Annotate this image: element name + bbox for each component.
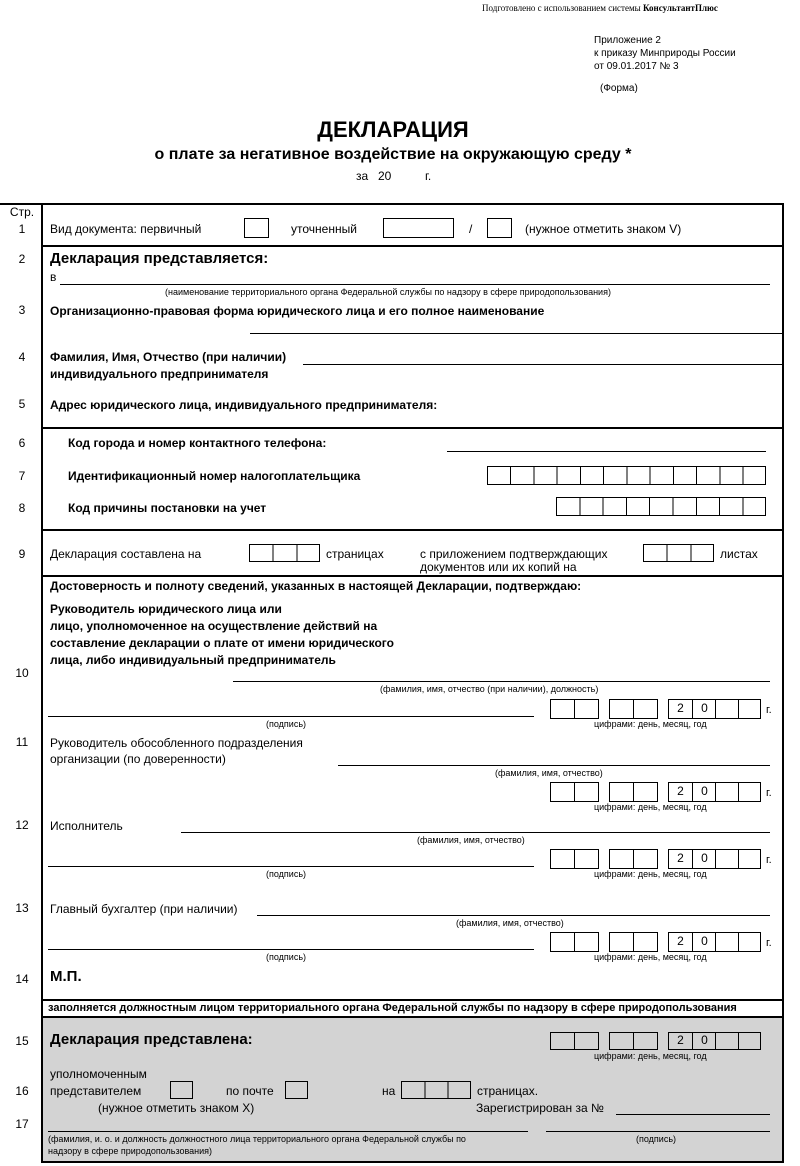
submitted-to-prefix: в (50, 270, 57, 284)
representative-label-2: представителем (50, 1084, 142, 1098)
registration-number-field[interactable] (616, 1114, 770, 1115)
executor-date-year-suffix: г. (766, 854, 772, 866)
official-name-caption-1: (фамилия, и. о. и должность должностного лица территориального органа Федеральной службы по (48, 1134, 466, 1144)
attachment-label-1: с приложением подтверждающих (420, 547, 608, 561)
executor-label: Исполнитель (50, 819, 123, 833)
head-date-day[interactable] (550, 699, 599, 719)
row-number-10: 10 (15, 666, 29, 680)
appendix-line-3: от 09.01.2017 № 3 (594, 61, 679, 72)
submitted-pages-field[interactable] (401, 1081, 471, 1099)
row-number-16: 16 (15, 1084, 29, 1098)
representative-label-1: уполномоченным (50, 1067, 147, 1081)
executor-signature-caption: (подпись) (266, 869, 307, 879)
official-name-caption-2: надзору в сфере природопользования) (48, 1146, 213, 1156)
row-number-5: 5 (18, 397, 26, 411)
row-number-3: 3 (18, 303, 26, 317)
frame-left (41, 203, 43, 1163)
frame-right (782, 203, 784, 1163)
executor-date-caption: цифрами: день, месяц, год (594, 869, 707, 879)
accountant-name-field[interactable] (257, 915, 770, 916)
entrepreneur-name-label-1: Фамилия, Имя, Отчество (при наличии) (50, 350, 287, 364)
submitted-date-day[interactable] (550, 1032, 599, 1050)
row-number-4: 4 (18, 350, 26, 364)
divider-6 (41, 1016, 784, 1018)
branch-date-day[interactable] (550, 782, 599, 802)
org-name-field[interactable] (250, 333, 782, 334)
slash-label: / (469, 222, 473, 236)
sheets-word: листах (720, 547, 758, 561)
head-date-month[interactable] (609, 699, 658, 719)
submitted-date-month[interactable] (609, 1032, 658, 1050)
year-digit-0: 0 (701, 851, 708, 865)
head-label-3: составление декларации о плате от имени юридического (50, 636, 394, 650)
head-label-1: Руководитель юридического лица или (50, 602, 282, 616)
year-prefix: за (356, 169, 369, 183)
executor-date-day[interactable] (550, 849, 599, 869)
pages-suffix: страницах. (477, 1084, 539, 1098)
authority-name-caption: (наименование территориального органа Федеральной службы по надзору в сфере природопользования) (165, 287, 611, 297)
row-number-1: 1 (18, 222, 26, 236)
mark-hint-v: (нужное отметить знаком V) (525, 222, 682, 236)
accountant-label: Главный бухгалтер (при наличии) (50, 902, 238, 916)
year-digit-0: 0 (701, 1033, 708, 1047)
year-digit-2: 2 (677, 851, 684, 865)
entrepreneur-name-label-2: индивидуального предпринимателя (50, 367, 269, 381)
representative-checkbox[interactable] (170, 1081, 193, 1099)
accountant-name-caption: (фамилия, имя, отчество) (456, 918, 564, 928)
divider-5 (41, 999, 784, 1001)
by-mail-label: по почте (226, 1084, 274, 1098)
mark-hint-x: (нужное отметить знаком X) (98, 1101, 255, 1115)
row-number-13: 13 (15, 901, 29, 915)
branch-date-year-suffix: г. (766, 787, 772, 799)
pages-count-label: Декларация составлена на (50, 547, 202, 561)
accountant-signature-field[interactable] (48, 949, 534, 950)
registered-label: Зарегистрирован за № (476, 1101, 604, 1115)
row-number-15: 15 (15, 1034, 29, 1048)
submitted-pages-dividers (402, 1082, 470, 1098)
authority-name-field[interactable] (60, 284, 770, 285)
row-number-8: 8 (18, 501, 26, 515)
official-band-label: заполняется должностным лицом территориального органа Федеральной службы по надзору в сфере природопользования (48, 1002, 737, 1014)
appendix-line-1: Приложение 2 (594, 35, 661, 46)
head-date-caption: цифрами: день, месяц, год (594, 719, 707, 729)
divider-3 (41, 529, 784, 531)
kpp-field[interactable] (556, 497, 766, 516)
branch-head-label-1: Руководитель обособленного подразделения (50, 736, 303, 750)
kpp-cell-dividers (557, 498, 765, 515)
branch-head-label-2: организации (по доверенности) (50, 752, 226, 766)
official-signature-field[interactable] (546, 1131, 770, 1132)
row-number-11: 11 (15, 735, 29, 749)
row-number-14: 14 (15, 972, 29, 986)
phone-field[interactable] (447, 451, 766, 452)
divider-2 (41, 427, 784, 429)
sheets-count-field[interactable] (643, 544, 714, 562)
official-signature-caption: (подпись) (636, 1134, 677, 1144)
row-number-9: 9 (18, 547, 26, 561)
accountant-date-month[interactable] (609, 932, 658, 952)
row-number-2: 2 (18, 252, 26, 266)
correction-number-box[interactable] (487, 218, 512, 238)
row-number-6: 6 (18, 436, 26, 450)
phone-label: Код города и номер контактного телефона: (68, 436, 327, 450)
submitted-to-label: Декларация представляется: (50, 250, 269, 267)
pages-word: страницах (326, 547, 384, 561)
head-signature-caption: (подпись) (266, 719, 307, 729)
divider-4 (41, 575, 784, 577)
row-number-12: 12 (15, 818, 29, 832)
pages-cell-dividers (250, 545, 319, 561)
corrected-label: уточненный (291, 222, 357, 236)
head-name-field[interactable] (233, 681, 770, 682)
divider-1 (41, 245, 784, 247)
inn-cell-dividers (488, 467, 765, 484)
frame-top (0, 203, 784, 205)
executor-name-field[interactable] (181, 832, 770, 833)
attachment-label-2: документов или их копий на (420, 560, 577, 574)
head-date-year-suffix: г. (766, 704, 772, 716)
address-label: Адрес юридического лица, индивидуального предпринимателя: (50, 398, 438, 412)
by-mail-checkbox[interactable] (285, 1081, 308, 1099)
pages-count-field[interactable] (249, 544, 320, 562)
year-digit-0: 0 (701, 934, 708, 948)
row-number-7: 7 (18, 469, 26, 483)
executor-name-caption: (фамилия, имя, отчество) (417, 835, 525, 845)
year-value: 20 (378, 169, 392, 183)
year-digit-0: 0 (701, 701, 708, 715)
branch-date-year[interactable] (668, 782, 761, 802)
head-date-year[interactable] (668, 699, 761, 719)
head-name-caption: (фамилия, имя, отчество (при наличии), должность) (380, 684, 599, 694)
branch-head-name-caption: (фамилия, имя, отчество) (495, 768, 603, 778)
brand-name: КонсультантПлюс (642, 3, 718, 13)
entrepreneur-name-field[interactable] (303, 364, 782, 365)
page-col-header: Стр. (9, 205, 35, 219)
doc-type-label: Вид документа: первичный (50, 222, 202, 236)
submitted-date-year[interactable] (668, 1032, 761, 1050)
prepared-notice: Подготовлено с использованием системы КонсультантПлюс (482, 3, 718, 13)
inn-field[interactable] (487, 466, 766, 485)
row-number-17: 17 (15, 1117, 29, 1131)
branch-head-name-field[interactable] (338, 765, 770, 766)
year-digit-2: 2 (677, 701, 684, 715)
on-pages-label: на (382, 1084, 396, 1098)
primary-checkbox[interactable] (244, 218, 269, 238)
year-digit-2: 2 (677, 1033, 684, 1047)
head-label-2: лицо, уполномоченное на осуществление действий на (50, 619, 378, 633)
head-label-4: лица, либо индивидуальный предприниматель (50, 653, 336, 667)
org-form-label: Организационно-правовая форма юридического лица и его полное наименование (50, 304, 545, 318)
document-subtitle: о плате за негативное воздействие на окружающую среду * (154, 146, 632, 163)
submitted-date-caption: цифрами: день, месяц, год (594, 1051, 707, 1061)
confirmation-statement: Достоверность и полноту сведений, указанных в настоящей Декларации, подтверждаю: (50, 579, 582, 593)
executor-date-year[interactable] (668, 849, 761, 869)
frame-bottom (41, 1161, 784, 1163)
official-name-field[interactable] (48, 1131, 528, 1132)
head-signature-field[interactable] (48, 716, 534, 717)
executor-date-month[interactable] (609, 849, 658, 869)
year-suffix: г. (425, 169, 432, 183)
form-label: (Форма) (600, 83, 638, 94)
document-title: ДЕКЛАРАЦИЯ (317, 117, 469, 142)
accountant-date-day[interactable] (550, 932, 599, 952)
stamp-place-label: М.П. (50, 968, 82, 985)
accountant-signature-caption: (подпись) (266, 952, 307, 962)
kpp-label: Код причины постановки на учет (68, 501, 267, 515)
accountant-date-year[interactable] (668, 932, 761, 952)
branch-date-month[interactable] (609, 782, 658, 802)
appendix-line-2: к приказу Минприроды России (594, 48, 736, 59)
branch-date-caption: цифрами: день, месяц, год (594, 802, 707, 812)
executor-signature-field[interactable] (48, 866, 534, 867)
inn-label: Идентификационный номер налогоплательщика (68, 469, 361, 483)
year-digit-0: 0 (701, 784, 708, 798)
accountant-date-year-suffix: г. (766, 937, 772, 949)
submitted-label: Декларация представлена: (50, 1031, 253, 1048)
year-digit-2: 2 (677, 784, 684, 798)
year-digit-2: 2 (677, 934, 684, 948)
corrected-checkbox[interactable] (383, 218, 454, 238)
accountant-date-caption: цифрами: день, месяц, год (594, 952, 707, 962)
sheets-cell-dividers (644, 545, 713, 561)
